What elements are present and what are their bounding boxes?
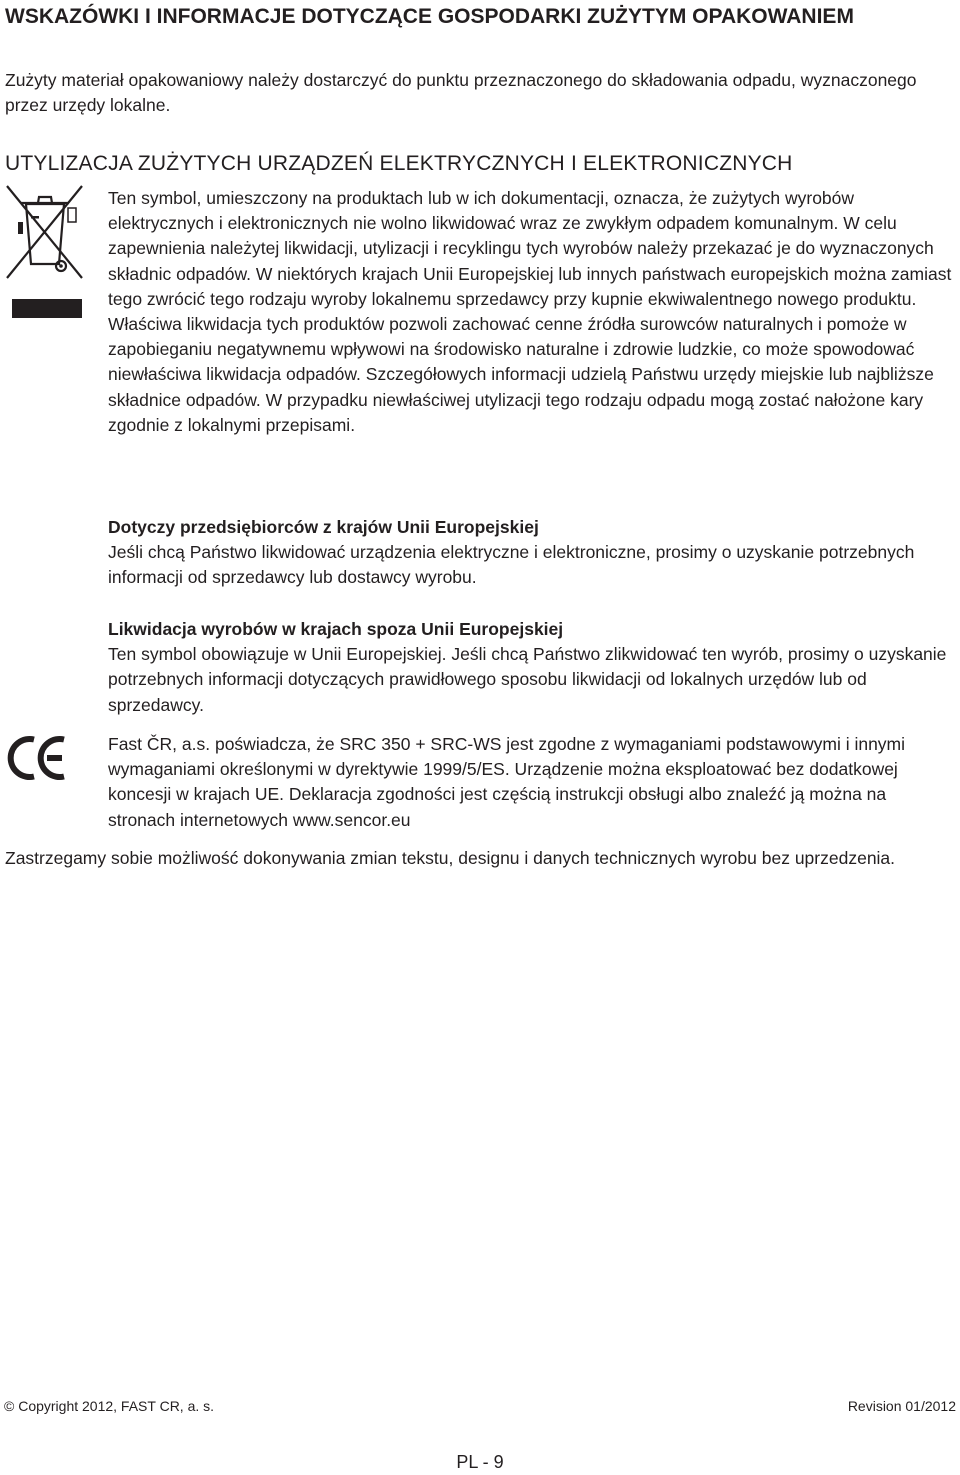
business-title: Dotyczy przedsiębiorców z krajów Unii Europejskiej: [108, 517, 539, 537]
revision: Revision 01/2012: [847, 1398, 956, 1414]
copyright: © Copyright 2012, FAST CR, a. s.: [4, 1398, 215, 1414]
non-eu-text: Ten symbol obowiązuje w Unii Europejskiej. Jeśli chcą Państwo zlikwidować ten wyrób, prosimy o uzyskanie potrzebnych informacji dotyczących prawidłowego sposobu likwidacji od lokalnych urzędów lub od sprzedawcy.: [108, 644, 947, 715]
business-section: [108, 515, 953, 591]
non-eu-section: [108, 617, 953, 718]
ce-declaration-text: Fast ČR, a.s. poświadcza, że SRC 350 + SRC-WS jest zgodne z wymaganiami podstawowymi i innymi wymaganiami określonymi w dyrektywie 1999/5/ES. Urządzenie można eksploatować bez dodatkowej koncesji w krajach UE. Deklaracja zgodności jest częścią instrukcji obsługi albo znaleźć ją można na stronach internetowych www.sencor.eu: [108, 734, 906, 830]
weee-title: UTYLIZACJA ZUŻYTYCH URZĄDZEŃ ELEKTRYCZNYCH I ELEKTRONICZNYCH: [5, 152, 793, 175]
packaging-text: Zużyty materiał opakowaniowy należy dostarczyć do punktu przeznaczonego do składowania odpadu, wyznaczonego przez urzędy lokalne.: [5, 70, 917, 115]
reservation-text: Zastrzegamy sobie możliwość dokonywania zmian tekstu, designu i danych technicznych wyrobu bez uprzedzenia.: [5, 848, 896, 868]
page-number: PL - 9: [456, 1452, 504, 1472]
ce-mark-icon: [7, 734, 69, 782]
weee-text: Ten symbol, umieszczony na produktach lub w ich dokumentacji, oznacza, że zużytych wyrobów elektrycznych i elektronicznych nie wolno likwidować wraz ze zwykłym odpadem komunalnym. W celu zapewnienia należytej likwidacji, utylizacji i recyklingu tych wyrobów należy przekazać je do wyznaczonych składnic odpadów. W niektórych krajach Unii Europejskiej lub innych państwach europejskich można zamiast tego zwrócić tego rodzaju wyroby lokalnemu sprzedawcy przy kupnie ekwiwalentnego nowego produktu. Właściwa likwidacja tych produktów pozwoli zachować cenne źródła surowców naturalnych i pomoże w zapobieganiu negatywnemu wpływowi na środowisko naturalne i zdrowie ludzkie, co może spowodować niewłaściwa likwidacja odpadów. Szczegółowych informacji udzielą Państwu urzędy miejskie lub najbliższe składnice odpadów. W przypadku niewłaściwej utylizacji tego rodzaju odpadu mogą zostać nałożone kary zgodnie z lokalnymi przepisami.: [108, 188, 952, 435]
non-eu-title: Likwidacja wyrobów w krajach spoza Unii Europejskiej: [108, 619, 564, 639]
packaging-title: WSKAZÓWKI I INFORMACJE DOTYCZĄCE GOSPODARKI ZUŻYTYM OPAKOWANIEM: [5, 5, 854, 28]
crossed-bin-icon: [4, 182, 86, 282]
business-text: Jeśli chcą Państwo likwidować urządzenia elektryczne i elektroniczne, prosimy o uzyskanie potrzebnych informacji od sprzedawcy lub dostawcy wyrobu.: [108, 542, 915, 588]
weee-separate-collection-bar: [12, 299, 82, 318]
